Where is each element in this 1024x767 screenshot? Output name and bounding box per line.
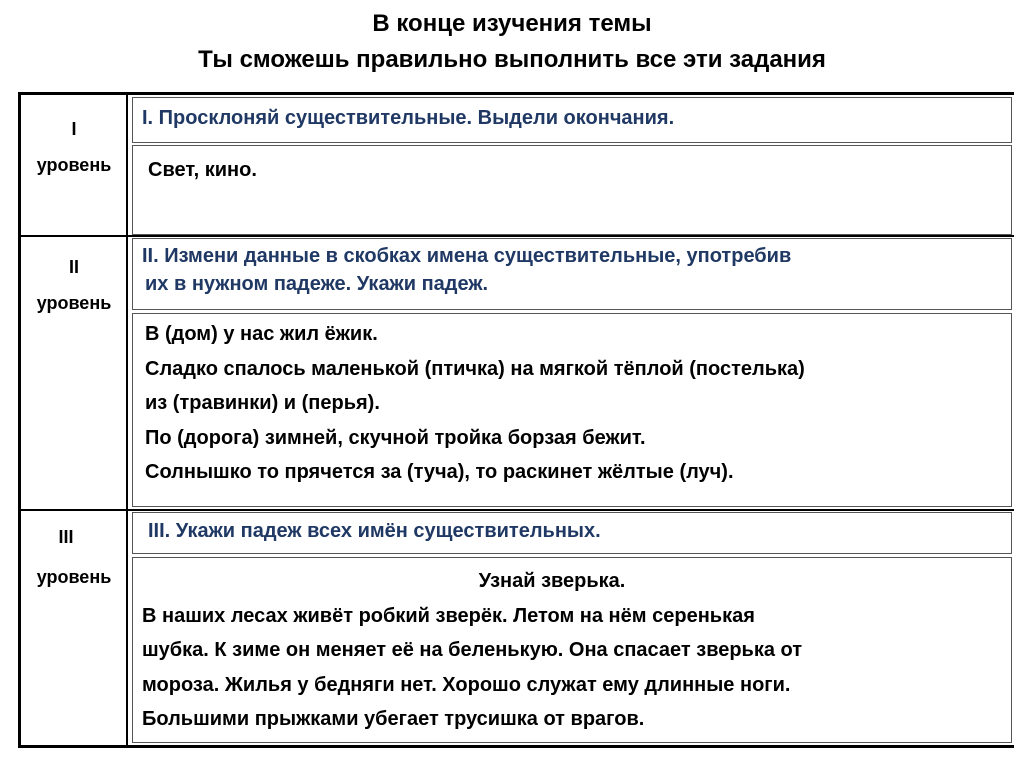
level-1-task: I. Просклоняй существительные. Выдели окончания. bbox=[142, 107, 675, 129]
level-1-word: уровень bbox=[36, 155, 112, 175]
content-line: Сладко спалось маленькой (птичка) на мягкой тёплой (постелька) bbox=[145, 357, 805, 380]
level-divider-2 bbox=[18, 509, 1014, 511]
level-2-task bbox=[142, 242, 791, 298]
content-line: В (дом) у нас жил ёжик. bbox=[145, 323, 378, 345]
table-column-divider bbox=[126, 92, 128, 748]
level-3-content bbox=[142, 564, 1002, 737]
level-2-word: уровень bbox=[36, 293, 112, 313]
content-line: шубка. К зиме он меняет её на беленькую. Она спасает зверька от bbox=[142, 639, 803, 661]
level-2-roman: II bbox=[68, 257, 79, 277]
task-line: их в нужном падеже. Укажи падеж. bbox=[145, 273, 489, 295]
content-line: из (травинки) и (перья). bbox=[145, 392, 380, 414]
content-line: Свет, кино. bbox=[148, 159, 257, 181]
level-1-label bbox=[22, 118, 126, 176]
content-line: В наших лесах живёт робкий зверёк. Летом на нём серенькая bbox=[142, 604, 755, 627]
level-1-content-box bbox=[132, 145, 1012, 235]
level-3-task: III. Укажи падеж всех имён существительных. bbox=[148, 520, 601, 542]
content-line: Большими прыжками убегает трусишка от врагов. bbox=[142, 708, 645, 730]
level-3-roman: III bbox=[58, 527, 74, 547]
content-title: Узнай зверька. bbox=[478, 570, 626, 592]
level-3-label bbox=[14, 526, 118, 588]
level-2-label bbox=[22, 256, 126, 314]
header-subtitle: Ты сможешь правильно выполнить все эти задания bbox=[198, 46, 826, 73]
table-left-border bbox=[18, 92, 21, 748]
content-line: По (дорога) зимней, скучной тройка борзая бежит. bbox=[145, 426, 646, 449]
task-line: II. Измени данные в скобках имена существительные, употребив bbox=[142, 245, 792, 267]
table-top-border bbox=[18, 92, 1014, 95]
level-3-word: уровень bbox=[36, 567, 112, 587]
level-2-content bbox=[145, 317, 805, 490]
content-line: мороза. Жилья у бедняги нет. Хорошо служат ему длинные ноги. bbox=[142, 673, 791, 696]
level-1-roman: I bbox=[71, 119, 77, 139]
level-divider-1 bbox=[18, 235, 1014, 237]
header-title: В конце изучения темы bbox=[372, 10, 652, 37]
content-line: Солнышко то прячется за (туча), то раскинет жёлтые (луч). bbox=[145, 461, 734, 483]
level-1-content bbox=[148, 153, 257, 188]
page-header bbox=[0, 8, 1024, 76]
table-bottom-border bbox=[18, 745, 1014, 748]
